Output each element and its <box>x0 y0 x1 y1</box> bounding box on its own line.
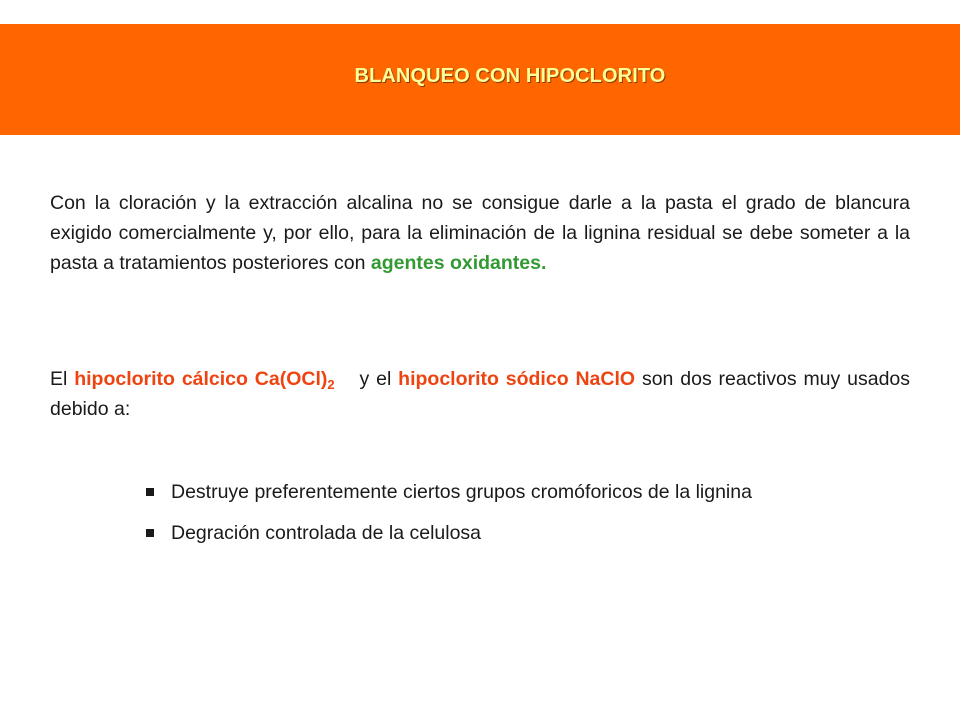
reasons-list <box>146 477 752 559</box>
intro-text: Con la cloración y la extracción alcalina no se consigue darle a la pasta el grado de blancura exigido comercialmente y, por ello, para la eliminación de la lignina residual se debe someter a la pasta a tratamientos posteriores con <box>50 192 910 274</box>
formula-subscript: 2 <box>327 377 335 392</box>
intro-paragraph <box>50 188 910 278</box>
square-bullet-icon <box>146 488 154 496</box>
reagents-intro: El <box>50 368 68 390</box>
reagents-rest: son dos reactivos muy usados debido a: <box>50 368 911 420</box>
square-bullet-icon <box>146 529 154 537</box>
oxidizing-agents-highlight: agentes oxidantes. <box>370 252 547 274</box>
calcium-hypochlorite-highlight <box>74 368 334 390</box>
slide-title: BLANQUEO CON HIPOCLORITO <box>354 64 666 87</box>
title-band <box>0 24 960 135</box>
list-item-text: Destruye preferentemente ciertos grupos cromóforicos de la lignina <box>171 480 752 503</box>
sodium-hypochlorite-highlight: hipoclorito sódico NaClO <box>398 368 636 390</box>
calcium-hypochlorite-label: hipoclorito cálcico Ca(OCl) <box>74 368 328 390</box>
list-item <box>146 477 752 507</box>
list-item-text: Degración controlada de la celulosa <box>171 521 482 544</box>
reagents-paragraph <box>50 364 910 424</box>
reagents-connector: y el <box>359 368 392 390</box>
list-item <box>146 518 752 548</box>
